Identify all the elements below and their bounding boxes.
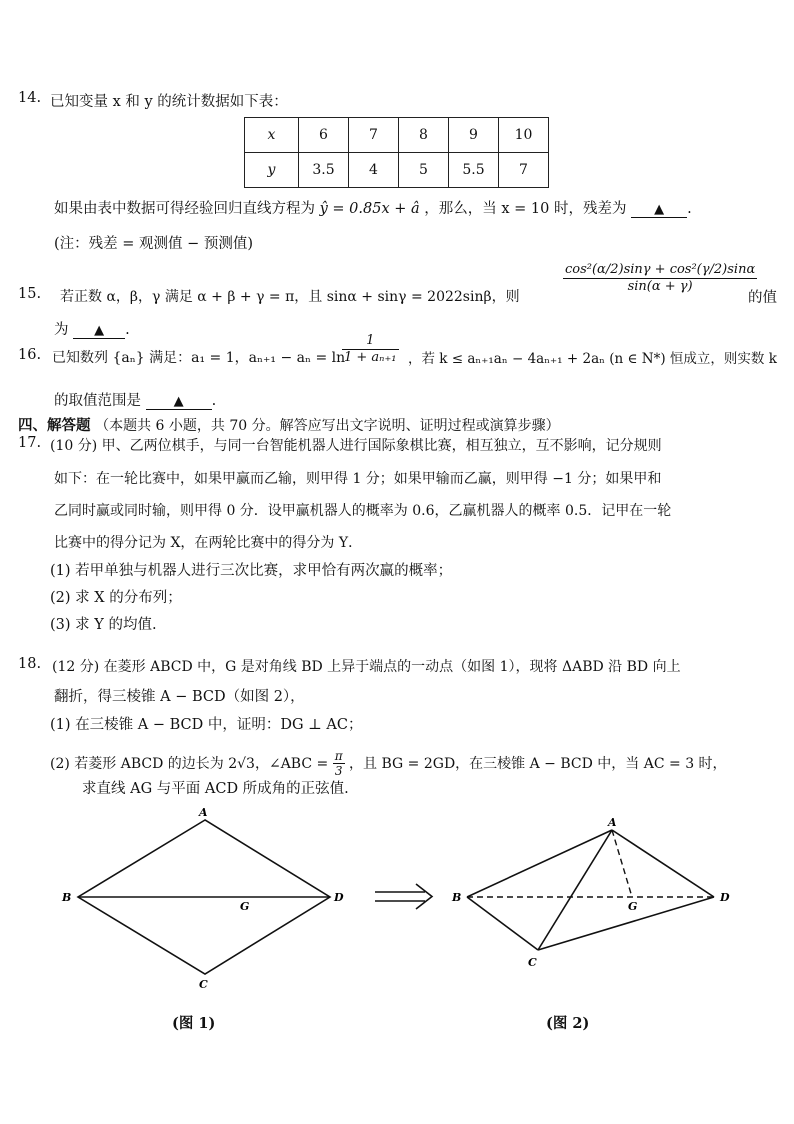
section-heading xyxy=(18,414,560,435)
label-a: A xyxy=(608,816,617,829)
q14-note: (注：残差 = 观测值 − 预测值) xyxy=(54,236,254,252)
table-cell: 4 xyxy=(349,153,399,188)
q18-sub2-a: (2) 若菱形 ABCD 的边长为 2√3，∠ABC = xyxy=(50,755,329,772)
label-g: G xyxy=(628,900,638,913)
label-d: D xyxy=(720,891,730,904)
label-g: G xyxy=(240,900,250,913)
q16-stem-a: 已知数列 {aₙ} 满足：a₁ = 1，aₙ₊₁ − aₙ = ln xyxy=(52,350,346,366)
q16-line2-text: 的取值范围是 xyxy=(54,393,141,409)
figure-1-caption: (图 1) xyxy=(172,1015,216,1032)
triangle-icon: ▲ xyxy=(173,394,184,409)
label-b: B xyxy=(62,891,72,904)
edge-ac xyxy=(538,830,612,950)
q15-line2 xyxy=(54,318,130,339)
period: . xyxy=(125,322,130,338)
q17-line: (10 分) 甲、乙两位棋手，与同一台智能机器人进行国际象棋比赛，相互独立，互不影响，记分规则 xyxy=(50,438,662,454)
section-title: 四、解答题 xyxy=(18,417,91,434)
period: . xyxy=(211,393,217,409)
table-header-x: x xyxy=(245,118,299,153)
answer-blank[interactable] xyxy=(73,322,125,339)
q15-fraction xyxy=(563,262,757,294)
q17-sub2: (2) 求 X 的分布列； xyxy=(50,590,182,606)
fraction-numerator: π xyxy=(334,749,343,763)
implies-arrow-icon xyxy=(375,884,432,909)
q15-number: 15. xyxy=(18,286,42,302)
q18-sub2 xyxy=(50,749,727,779)
label-d: D xyxy=(334,891,344,904)
triangle-icon: ▲ xyxy=(654,202,665,217)
q17-line: 如下：在一轮比赛中，如果甲赢而乙输，则甲得 1 分；如果甲输而乙赢，则甲得 −1 分；如果甲和 xyxy=(54,471,662,487)
q18-sub2-line2: 求直线 AG 与平面 ACD 所成角的正弦值. xyxy=(82,781,349,797)
fraction-denominator: 1 + aₙ₊₁ xyxy=(344,349,397,365)
pi-over-3-fraction xyxy=(333,749,345,779)
figures-svg xyxy=(0,800,794,1050)
table-cell: 6 xyxy=(299,118,349,153)
q16-line2 xyxy=(54,389,216,410)
q15-stem-a: 若正数 α，β，γ 满足 α + β + γ = π，且 sinα + sinγ = 2022sinβ，则 xyxy=(60,289,520,305)
figure-2-tetrahedron xyxy=(451,816,730,969)
q17-line: 乙同时赢或同时输，则甲得 0 分．设甲赢机器人的概率为 0.6，乙赢机器人的概率 0.5．记甲在一轮 xyxy=(54,503,672,519)
q14-text-a: 如果由表中数据可得经验回归直线方程为 xyxy=(54,201,315,217)
fraction-numerator: 1 xyxy=(342,333,399,350)
q16-fraction xyxy=(342,333,399,365)
q14-equation: ŷ = 0.85x + â xyxy=(319,201,420,217)
q14-stem: 已知变量 x 和 y 的统计数据如下表： xyxy=(50,94,288,110)
figure-1-rhombus xyxy=(61,806,344,991)
label-c: C xyxy=(199,978,208,991)
table-cell: 8 xyxy=(399,118,449,153)
table-row-y xyxy=(245,153,549,188)
fraction-numerator: cos²(α/2)sinγ + cos²(γ/2)sinα xyxy=(565,262,756,277)
edge-ad xyxy=(612,830,714,897)
segment-ag-hidden xyxy=(612,830,632,897)
fraction-denominator: 3 xyxy=(334,764,343,779)
fraction-denominator: sin(α + γ) xyxy=(627,278,693,294)
edge-bc xyxy=(467,897,538,950)
figure-2-caption: (图 2) xyxy=(546,1015,590,1032)
q16-number: 16. xyxy=(18,347,42,363)
table-cell: 5 xyxy=(399,153,449,188)
q14-line1 xyxy=(54,197,692,218)
statistics-table xyxy=(244,117,549,188)
q17-sub1: (1) 若甲单独与机器人进行三次比赛，求甲恰有两次赢的概率； xyxy=(50,563,453,579)
edge-cd xyxy=(538,897,714,950)
table-header-y: y xyxy=(245,153,299,188)
triangle-icon: ▲ xyxy=(94,323,105,338)
section-description: （本题共 6 小题，共 70 分。解答应写出文字说明、证明过程或演算步骤） xyxy=(95,418,560,434)
label-c: C xyxy=(528,956,537,969)
q18-number: 18. xyxy=(18,656,42,672)
period: . xyxy=(687,201,692,217)
table-cell: 3.5 xyxy=(299,153,349,188)
q18-line: (12 分) 在菱形 ABCD 中，G 是对角线 BD 上异于端点的一动点（如图 1），现将 ΔABD 沿 BD 向上 xyxy=(52,659,681,675)
table-cell: 10 xyxy=(499,118,549,153)
q16-stem-b: ，若 k ≤ aₙ₊₁aₙ − 4aₙ₊₁ + 2aₙ (n ∈ N*) 恒成立，则实数 k xyxy=(408,351,777,367)
q18-sub2-b: ，且 BG = 2GD，在三棱锥 A − BCD 中，当 AC = 3 时， xyxy=(349,755,727,772)
table-cell: 7 xyxy=(349,118,399,153)
q17-number: 17. xyxy=(18,435,42,451)
q17-line: 比赛中的得分记为 X，在两轮比赛中的得分为 Y． xyxy=(54,535,363,551)
table-cell: 9 xyxy=(449,118,499,153)
table-row-x xyxy=(245,118,549,153)
q18-sub1: (1) 在三棱锥 A − BCD 中，证明：DG ⊥ AC； xyxy=(50,717,363,733)
q15-line2-text: 为 xyxy=(54,322,69,338)
q14-number: 14. xyxy=(18,90,42,106)
q14-text-b: ，那么，当 x = 10 时，残差为 xyxy=(424,201,627,217)
edge-ab xyxy=(467,830,612,897)
q18-line: 翻折，得三棱锥 A − BCD（如图 2）， xyxy=(54,689,305,705)
label-a: A xyxy=(199,806,208,819)
label-b: B xyxy=(452,891,462,904)
q17-sub3: (3) 求 Y 的均值. xyxy=(50,617,157,633)
answer-blank[interactable] xyxy=(631,201,687,218)
q15-stem-b: 的值 xyxy=(748,290,777,306)
table-cell: 7 xyxy=(499,153,549,188)
answer-blank[interactable] xyxy=(146,393,212,410)
table-cell: 5.5 xyxy=(449,153,499,188)
